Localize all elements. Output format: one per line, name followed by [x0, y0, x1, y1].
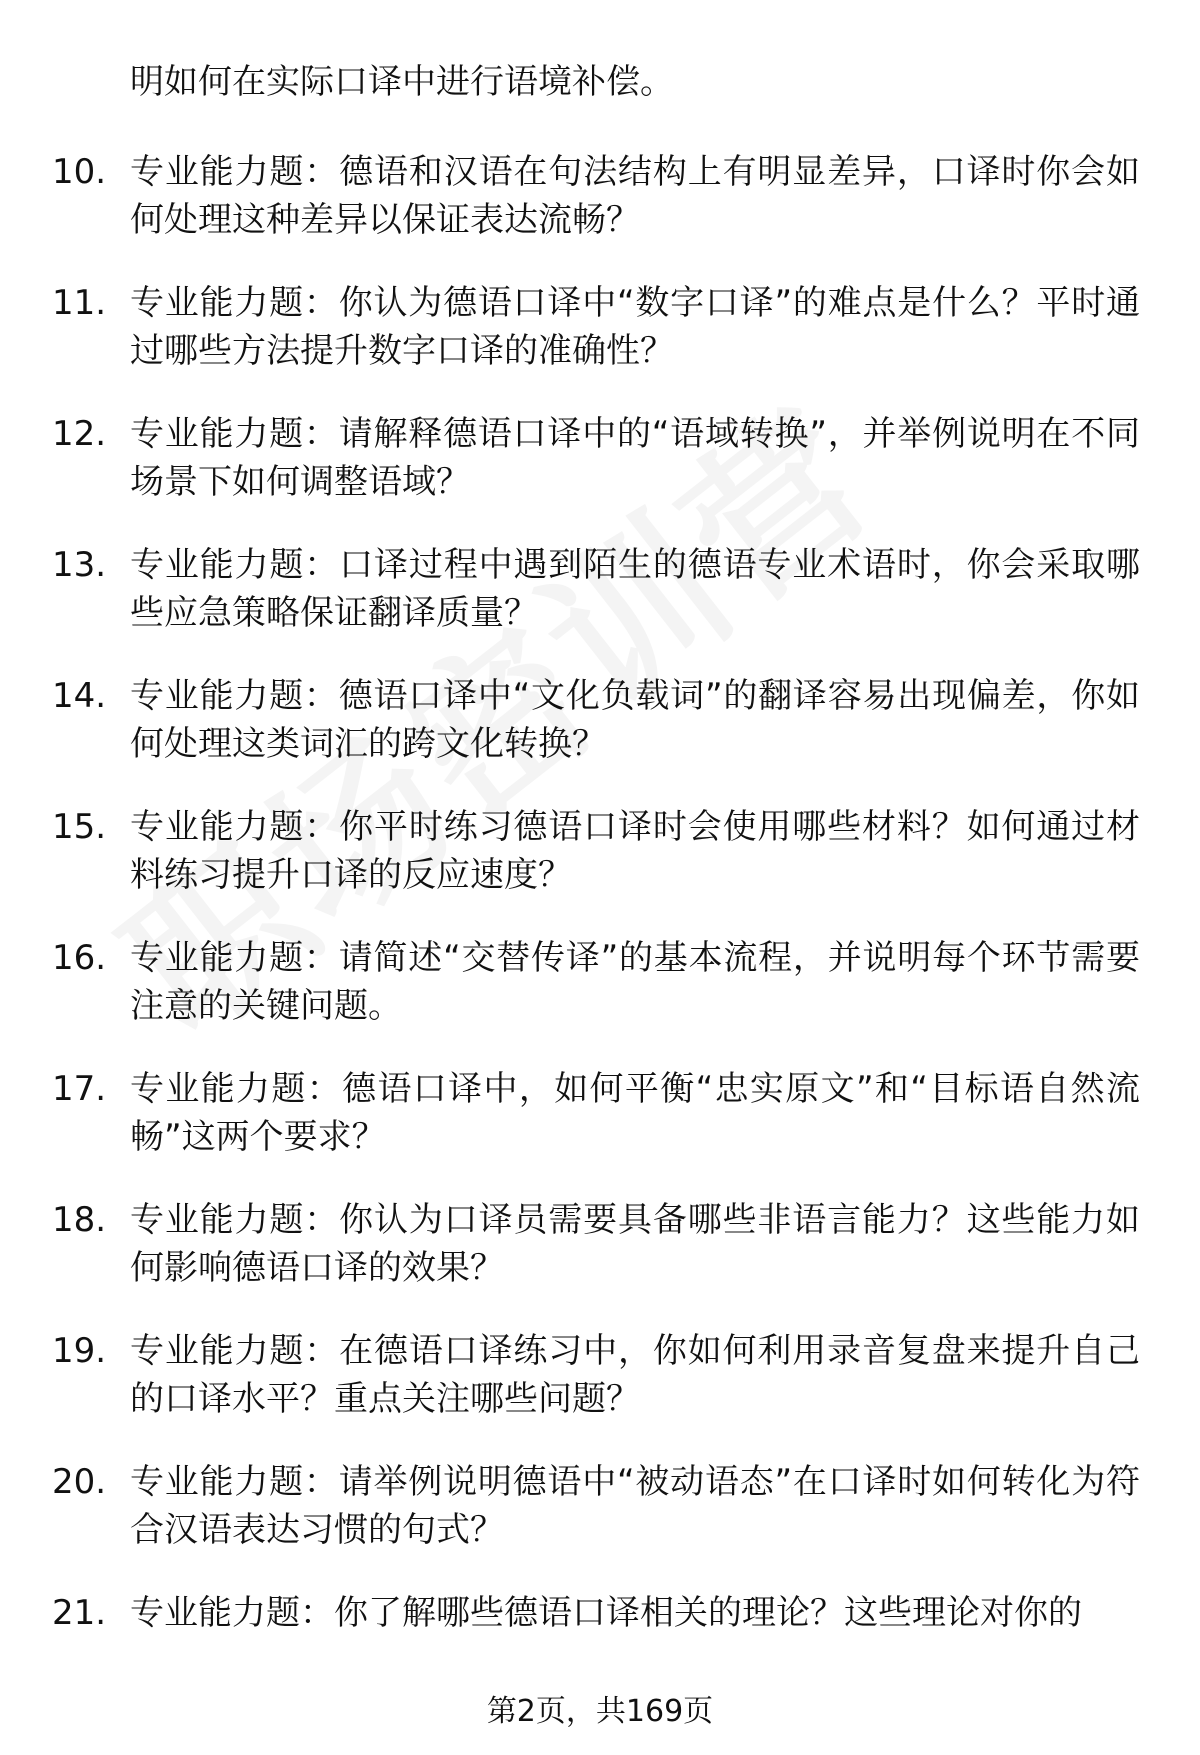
- question-text: 专业能力题：在德语口译练习中，你如何利用录音复盘来提升自己的口译水平？重点关注哪些问题？: [130, 1331, 1140, 1419]
- question-item: [0, 279, 1200, 410]
- question-list: [0, 148, 1200, 1720]
- question-item: [0, 803, 1200, 934]
- question-item: [0, 541, 1200, 672]
- question-number: 21.: [52, 1593, 107, 1633]
- question-text: 专业能力题：请解释德语口译中的“语域转换”，并举例说明在不同场景下如何调整语域？: [130, 414, 1140, 502]
- question-item: [0, 1327, 1200, 1458]
- question-text: 专业能力题：你了解哪些德语口译相关的理论？这些理论对你的: [130, 1593, 1082, 1633]
- question-text: 专业能力题：你认为德语口译中“数字口译”的难点是什么？平时通过哪些方法提升数字口译的准确性？: [130, 283, 1140, 371]
- question-number: 11.: [52, 283, 107, 323]
- question-number: 18.: [52, 1200, 107, 1240]
- question-item: [0, 410, 1200, 541]
- page-footer: 第2页，共169页: [486, 1694, 714, 1729]
- question-number: 12.: [52, 414, 107, 454]
- question-item: [0, 1065, 1200, 1196]
- question-text: 专业能力题：你认为口译员需要具备哪些非语言能力？这些能力如何影响德语口译的效果？: [130, 1200, 1140, 1288]
- question-text: 专业能力题：德语口译中，如何平衡“忠实原文”和“目标语自然流畅”这两个要求？: [130, 1069, 1140, 1157]
- question-text: 专业能力题：口译过程中遇到陌生的德语专业术语时，你会采取哪些应急策略保证翻译质量？: [130, 545, 1140, 633]
- question-number: 19.: [52, 1331, 107, 1371]
- question-text: 专业能力题：德语和汉语在句法结构上有明显差异，口译时你会如何处理这种差异以保证表达流畅？: [130, 152, 1140, 240]
- question-number: 16.: [52, 938, 107, 978]
- question-item: [0, 1458, 1200, 1589]
- question-number: 10.: [52, 152, 107, 192]
- question-item: [0, 934, 1200, 1065]
- question-item: [0, 672, 1200, 803]
- question-number: 20.: [52, 1462, 107, 1502]
- question-item: [0, 148, 1200, 279]
- question-number: 14.: [52, 676, 107, 716]
- question-text: 专业能力题：德语口译中“文化负载词”的翻译容易出现偏差，你如何处理这类词汇的跨文化转换？: [130, 676, 1140, 764]
- question-number: 15.: [52, 807, 107, 847]
- question-item: [0, 1196, 1200, 1327]
- continuation-text: 明如何在实际口译中进行语境补偿。: [130, 62, 674, 102]
- question-text: 专业能力题：请举例说明德语中“被动语态”在口译时如何转化为符合汉语表达习惯的句式？: [130, 1462, 1140, 1550]
- question-number: 13.: [52, 545, 107, 585]
- question-number: 17.: [52, 1069, 107, 1109]
- question-text: 专业能力题：请简述“交替传译”的基本流程，并说明每个环节需要注意的关键问题。: [130, 938, 1140, 1026]
- question-text: 专业能力题：你平时练习德语口译时会使用哪些材料？如何通过材料练习提升口译的反应速度？: [130, 807, 1140, 895]
